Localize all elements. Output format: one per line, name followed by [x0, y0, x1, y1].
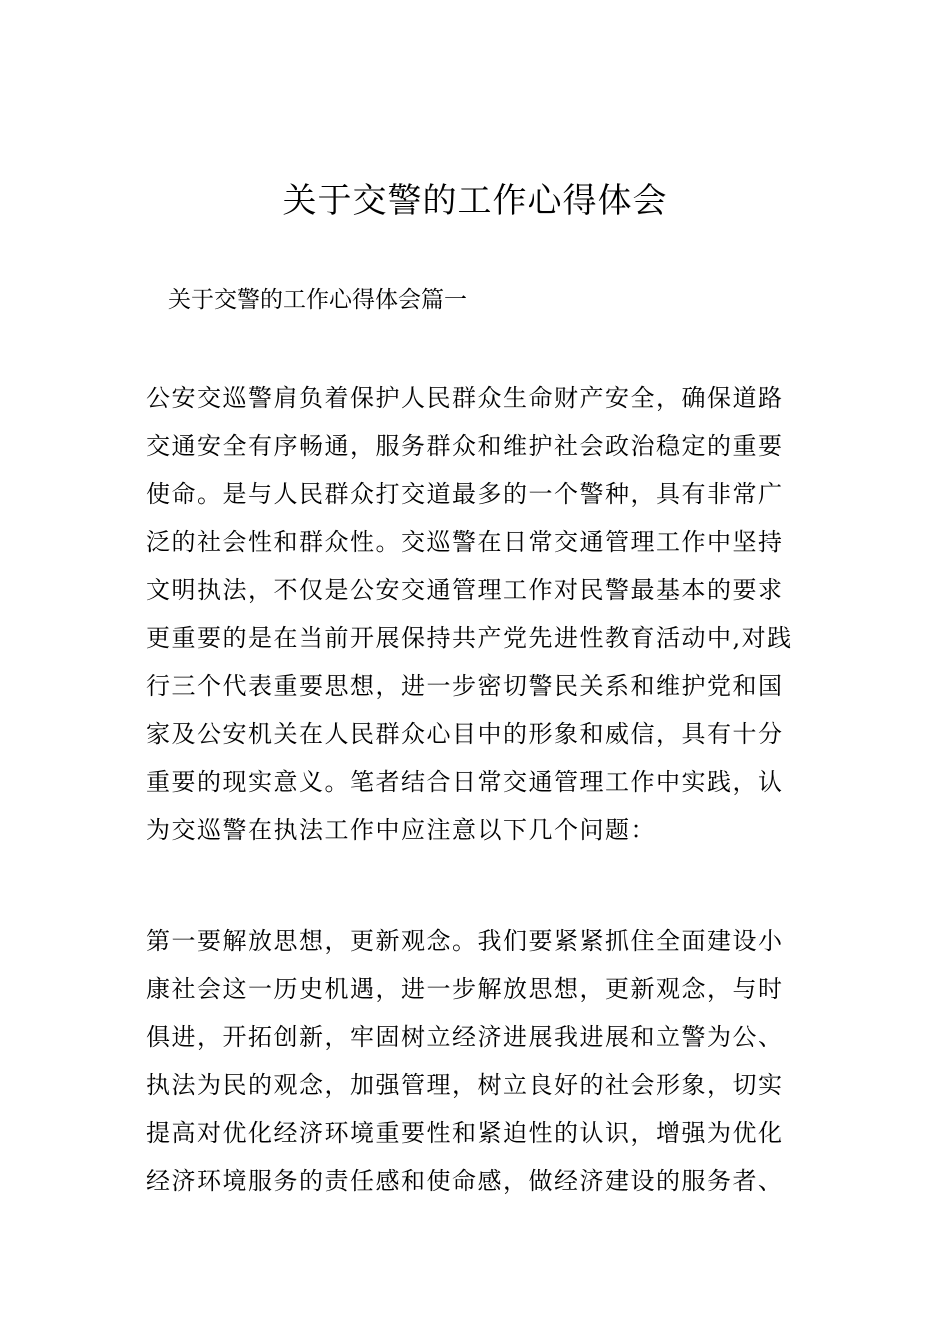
paragraph-line: 提高对优化经济环境重要性和紧迫性的认识，增强为优化: [146, 1119, 784, 1147]
paragraph-line: 家及公安机关在人民群众心目中的形象和威信，具有十分: [146, 720, 784, 748]
paragraph-line: 交通安全有序畅通，服务群众和维护社会政治稳定的重要: [146, 432, 784, 460]
paragraph-line: 经济环境服务的责任感和使命感，做经济建设的服务者、: [146, 1167, 784, 1195]
paragraph-line: 使命。是与人民群众打交道最多的一个警种，具有非常广: [146, 480, 784, 508]
paragraph-line: 文明执法，不仅是公安交通管理工作对民警最基本的要求: [146, 576, 784, 604]
paragraph-line: 公安交巡警肩负着保护人民群众生命财产安全，确保道路: [146, 384, 784, 412]
paragraph-2: [146, 917, 812, 1205]
paragraph-1: [146, 374, 812, 854]
paragraph-line: 泛的社会性和群众性。交巡警在日常交通管理工作中坚持: [146, 528, 784, 556]
document-title: 关于交警的工作心得体会: [282, 181, 668, 221]
paragraph-line: 重要的现实意义。笔者结合日常交通管理工作中实践，认: [146, 768, 784, 796]
paragraph-line: 俱进，开拓创新，牢固树立经济进展我进展和立警为公、: [146, 1023, 784, 1051]
paragraph-line: 第一要解放思想，更新观念。我们要紧紧抓住全面建设小: [146, 927, 784, 955]
paragraph-line: 为交巡警在执法工作中应注意以下几个问题：: [146, 816, 656, 844]
paragraph-line: 更重要的是在当前开展保持共产党先进性教育活动中,对践: [146, 624, 793, 652]
paragraph-line: 执法为民的观念，加强管理，树立良好的社会形象，切实: [146, 1071, 784, 1099]
section-subtitle: 关于交警的工作心得体会篇一: [168, 287, 467, 313]
paragraph-line: 康社会这一历史机遇，进一步解放思想，更新观念，与时: [146, 975, 784, 1003]
paragraph-line: 行三个代表重要思想，进一步密切警民关系和维护党和国: [146, 672, 784, 700]
